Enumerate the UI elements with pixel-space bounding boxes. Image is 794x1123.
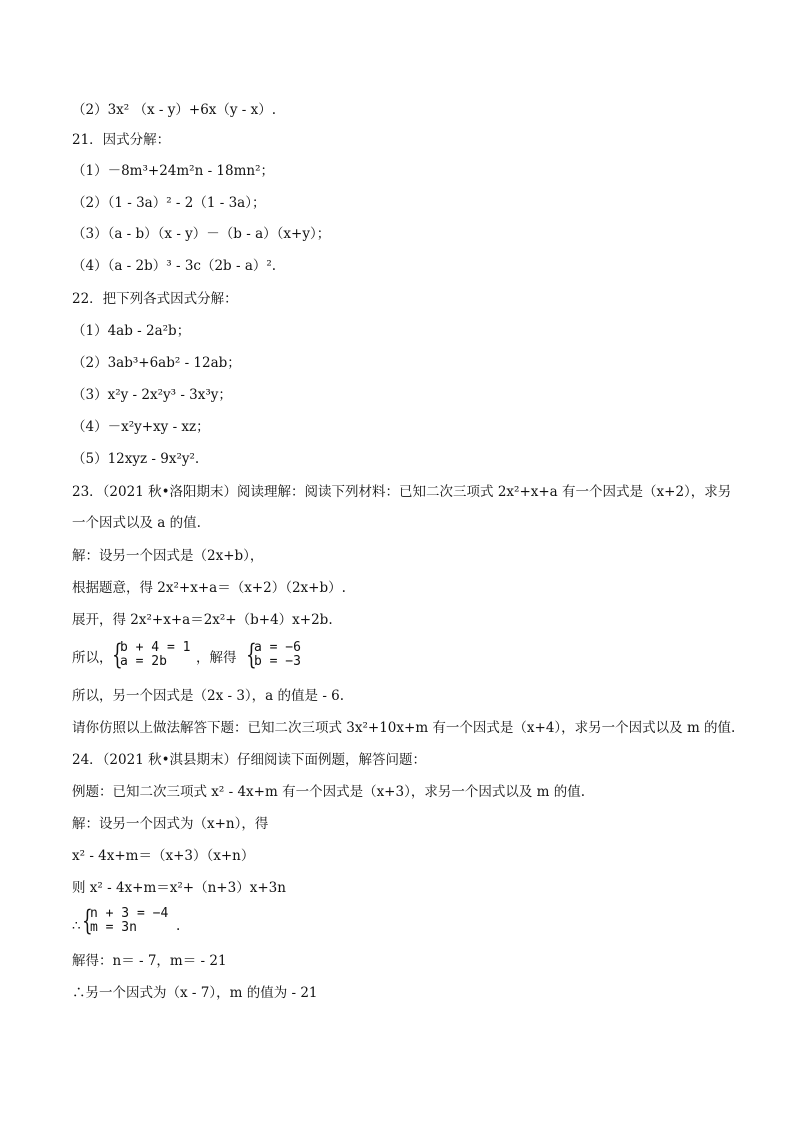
problem-21-part-1: （1）－8m³+24m²n - 18mn²； [72, 163, 275, 179]
system-2-suffix: . [176, 918, 181, 934]
problem-24-solution-1: 解：设另一个因式为（x+n），得 [72, 816, 269, 832]
system-2-prefix: ∴ [72, 918, 81, 934]
problem-24-solution-6: ∴另一个因式为（x - 7），m 的值为 - 21 [72, 985, 318, 1001]
system-1-sol-1: a = −6 [254, 640, 301, 655]
problem-22-part-1: （1）4ab - 2a²b； [72, 323, 191, 339]
problem-22-heading: 22．把下列各式因式分解： [72, 291, 238, 307]
system-1-middle: ，解得 [196, 650, 237, 666]
problem-23-heading-cont: 一个因式以及 a 的值. [72, 515, 201, 531]
system-1-sol-2: b = −3 [254, 654, 301, 669]
problem-24-solution-2: x² - 4x+m＝（x+3）（x+n） [72, 848, 255, 864]
problem-23-task: 请你仿照以上做法解答下题：已知二次三项式 3x²+10x+m 有一个因式是（x+4），求另一个因式以及 m 的值. [72, 720, 736, 736]
left-brace-icon: { [112, 638, 123, 671]
problem-21-part-2: （2）（1 - 3a）² - 2（1 - 3a）； [72, 195, 266, 211]
problem-21-part-3: （3）（a - b）（x - y）－（b - a）（x+y）； [72, 226, 331, 242]
problem-22-part-5: （5）12xyz - 9x²y². [72, 451, 200, 467]
problem-24-example: 例题：已知二次三项式 x² - 4x+m 有一个因式是（x+3），求另一个因式以及 m 的值. [72, 784, 586, 800]
problem-23-heading: 23．（2021 秋•洛阳期末）阅读理解：阅读下列材料：已知二次三项式 2x²+x+a 有一个因式是（x+2），求另 [72, 484, 732, 500]
problem-24-solution-3: 则 x² - 4x+m＝x²+（n+3）x+3n [72, 880, 286, 896]
system-2-eq-1: n + 3 = −4 [90, 906, 169, 921]
problem-24-heading: 24．（2021 秋•淇县期末）仔细阅读下面例题，解答问题： [72, 752, 427, 768]
problem-24-solution-5: 解得：n＝ - 7，m＝ - 21 [72, 953, 227, 969]
problem-21-part-4: （4）（a - 2b）³ - 3c（2b - a）². [72, 258, 277, 274]
problem-22-part-3: （3）x²y - 2x²y³ - 3x³y； [72, 387, 232, 403]
problem-20-part-2: （2）3x² （x - y）+6x（y - x）. [72, 102, 277, 118]
system-2-eq-2: m = 3n [90, 920, 137, 935]
system-1-prefix: 所以， [72, 650, 113, 666]
problem-23-solution-1: 解：设另一个因式是（2x+b）， [72, 548, 264, 564]
system-1-eq-2: a = 2b [120, 654, 167, 669]
left-brace-icon: { [82, 904, 93, 937]
problem-21-heading: 21．因式分解： [72, 132, 171, 148]
left-brace-icon: { [246, 638, 257, 671]
problem-23-solution-2: 根据题意，得 2x²+x+a＝（x+2）（2x+b）. [72, 580, 346, 596]
system-1-eq-1: b + 4 = 1 [120, 640, 191, 655]
problem-22-part-4: （4）－x²y+xy - xz； [72, 419, 210, 435]
problem-23-solution-5: 所以，另一个因式是（2x - 3），a 的值是 - 6. [72, 688, 345, 704]
problem-22-part-2: （2）3ab³+6ab² - 12ab； [72, 355, 241, 371]
problem-23-solution-3: 展开，得 2x²+x+a＝2x²+（b+4）x+2b. [72, 612, 333, 628]
